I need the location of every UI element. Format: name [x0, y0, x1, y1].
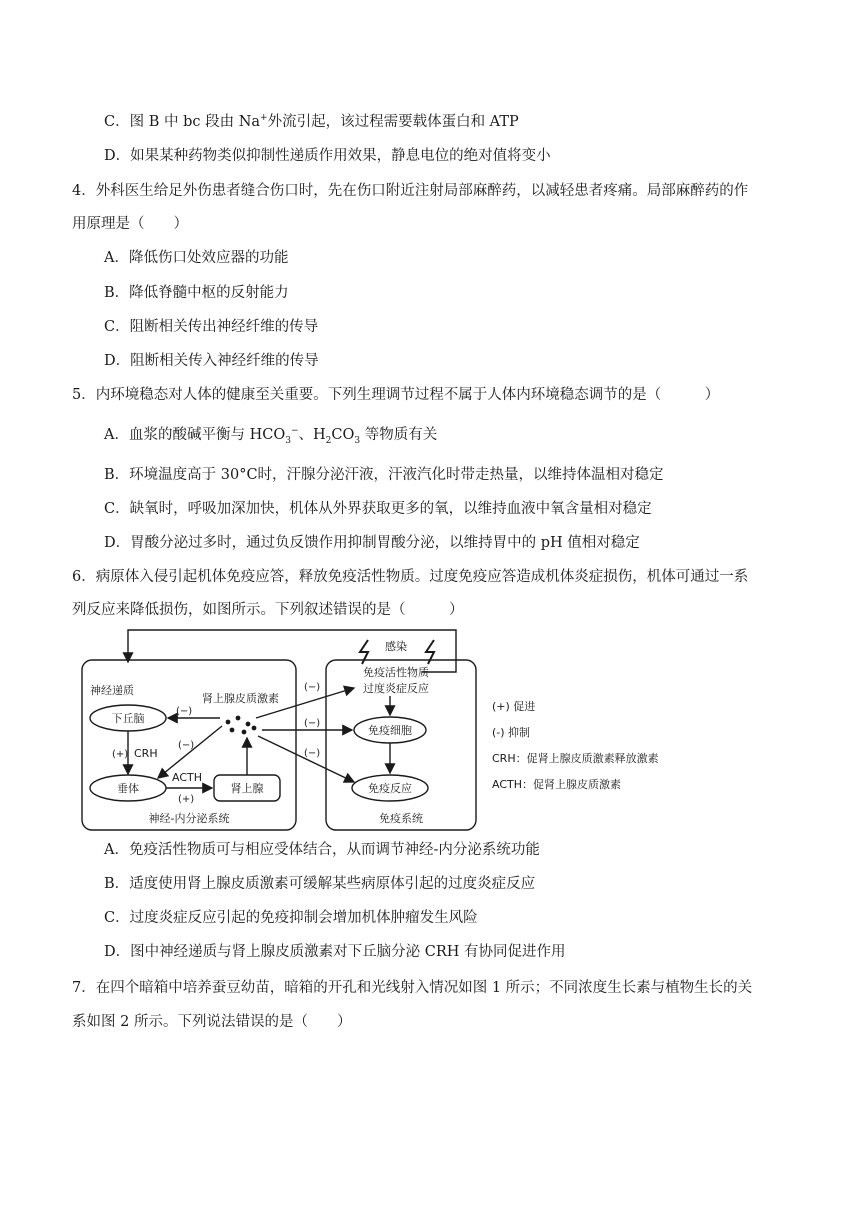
q6-stem-line1: 6．病原体入侵引起机体免疫应答，释放免疫活性物质。过度免疫应答造成机体炎症损伤，机体可通过一系: [72, 569, 749, 585]
infection-label: 感染: [385, 640, 407, 653]
q3-option-d: D．如果某种药物类似抑制性递质作用效果，静息电位的绝对值将变小: [104, 148, 551, 164]
pituitary-label: 垂体: [117, 782, 139, 795]
q5-option-c: C．缺氧时，呼吸加深加快，机体从外界获取更多的氧，以维持血液中氧含量相对稳定: [104, 501, 652, 517]
crh-plus-label: (+): [112, 749, 129, 760]
immune-cell-label: 免疫细胞: [368, 724, 412, 737]
q4-option-b: B．降低脊髓中枢的反射能力: [104, 285, 289, 301]
legend-crh: CRH：促肾上腺皮质激素释放激素: [492, 752, 659, 765]
inhibit-immune-response-label: (−): [304, 748, 321, 759]
inhibit-pituitary-label: (−): [178, 740, 195, 751]
hypothalamus-label: 下丘脑: [111, 712, 145, 725]
q4-stem-line1: 4．外科医生给足外伤患者缝合伤口时，先在伤口附近注射局部麻醉药，以减轻患者疼痛。局部麻醉药的作: [72, 183, 749, 199]
q7-stem-line2: 系如图 2 所示。下列说法错误的是（ ）: [72, 1014, 352, 1030]
q6-option-c: C．过度炎症反应引起的免疫抑制会增加机体肿瘤发生风险: [104, 910, 478, 926]
cortisol-label: 肾上腺皮质激素: [202, 692, 279, 705]
inhibit-immune-cell-label: (−): [304, 718, 321, 729]
q5-option-a: A．血浆的酸碱平衡与 $HCO_3^-$、$H_2CO_3$ 等物质有关: [104, 426, 438, 446]
q3-option-c: C．图 B 中 bc 段由 Na+外流引起，该过程需要载体蛋白和 ATP: [104, 113, 519, 130]
legend-inhibit: (-) 抑制: [492, 726, 531, 739]
immune-response-label: 免疫反应: [368, 782, 412, 795]
q4-stem-line2: 用原理是（ ）: [72, 216, 188, 232]
adrenal-label: 肾上腺: [230, 782, 264, 795]
q6-option-d: D．图中神经递质与肾上腺皮质激素对下丘脑分泌 CRH 有协同促进作用: [104, 944, 566, 960]
q4-option-c: C．阻断相关传出神经纤维的传导: [104, 319, 319, 335]
crh-label: CRH: [134, 747, 158, 760]
q6-stem-line2: 列反应来降低损伤，如图所示。下列叙述错误的是（ ）: [72, 602, 464, 618]
inhibit-hypothalamus-label: (−): [176, 706, 193, 717]
neuro-endocrine-system-label: 神经-内分泌系统: [148, 812, 230, 825]
q5-option-d: D．胃酸分泌过多时，通过负反馈作用抑制胃酸分泌，以维持胃中的 pH 值相对稳定: [104, 535, 640, 551]
q5-stem: 5．内环境稳态对人体的健康至关重要。下列生理调节过程不属于人体内环境稳态调节的是（ ）: [72, 387, 720, 403]
immune-active-substance-label: 免疫活性物质: [363, 666, 429, 679]
legend-acth: ACTH：促肾上腺皮质激素: [492, 778, 622, 791]
q4-option-d: D．阻断相关传入神经纤维的传导: [104, 353, 319, 369]
q6-option-a: A．免疫活性物质可与相应受体结合，从而调节神经-内分泌系统功能: [104, 842, 540, 858]
q4-option-a: A．降低伤口处效应器的功能: [104, 250, 289, 266]
hormone-dots: [226, 716, 257, 735]
neurotransmitter-label: 神经递质: [90, 684, 134, 697]
acth-label: ACTH: [172, 771, 203, 784]
legend-promote: (+) 促进: [492, 700, 536, 713]
q6-regulation-diagram: [72, 626, 792, 836]
acth-plus-label: (+): [178, 794, 195, 805]
inflammation-label: 过度炎症反应: [363, 682, 429, 695]
inhibit-inflammation-label: (−): [304, 682, 321, 693]
q5-option-b: B．环境温度高于 30°C时，汗腺分泌汗液，汗液汽化时带走热量，以维持体温相对稳定: [104, 467, 664, 483]
q6-option-b: B．适度使用肾上腺皮质激素可缓解某些病原体引起的过度炎症反应: [104, 876, 536, 892]
immune-system-label: 免疫系统: [379, 812, 423, 825]
q7-stem-line1: 7．在四个暗箱中培养蚕豆幼苗，暗箱的开孔和光线射入情况如图 1 所示；不同浓度生长素与植物生长的关: [72, 980, 753, 996]
